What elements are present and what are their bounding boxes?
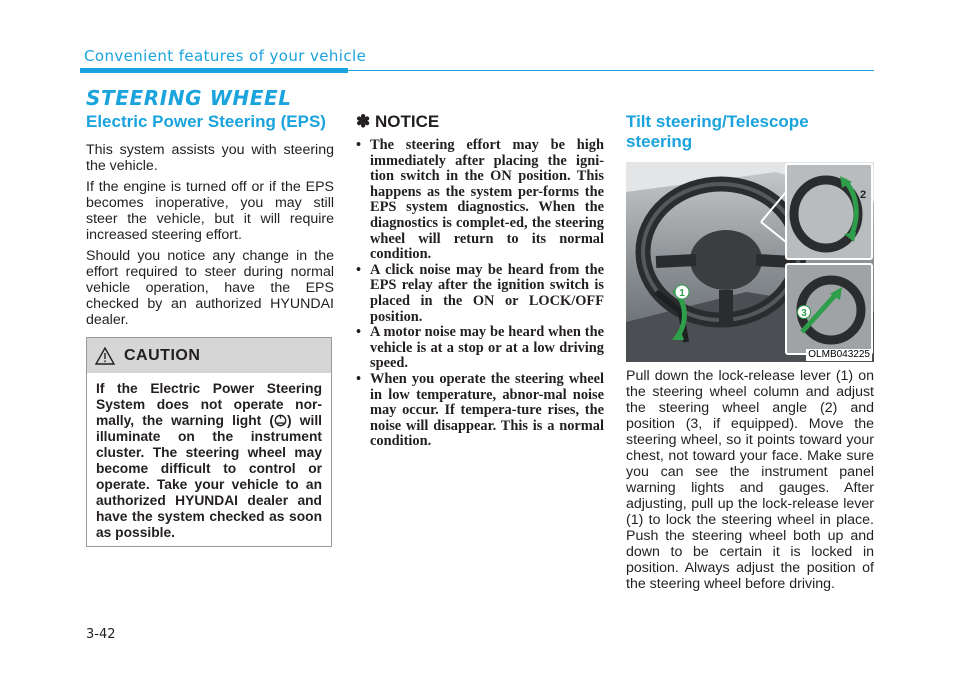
- steering-wheel-illustration: [626, 162, 874, 362]
- notice-column: [356, 112, 604, 450]
- eps-column: [86, 112, 334, 333]
- page-number: 3-42: [86, 627, 116, 642]
- list-item: • A motor noise may be heard when the vehicle is at a stop or at a low driving speed.: [356, 325, 604, 372]
- header-title: Convenient features of your vehicle: [84, 47, 367, 65]
- callout-3: 3: [801, 308, 807, 319]
- header-rule-thin: [348, 70, 874, 71]
- eps-title: Electric Power Steering (EPS): [86, 112, 326, 131]
- caution-header: [87, 338, 331, 373]
- list-item: • The steering effort may be high immediately after placing the igni-tion switch in the ON position. This happens as the system per-forms the EPS system diagnostics. When the diagnostics is complet-ed, the steering wheel will return to its normal condition.: [356, 138, 604, 263]
- caution-text: [87, 373, 331, 541]
- eps-paragraph: Should you notice any change in the effort required to steer during normal vehicle operation, have the EPS checked by an authorized HYUNDAI dealer.: [86, 248, 334, 328]
- notice-list: [356, 138, 604, 450]
- caution-text-after: ) will illuminate on the instrument cluster. The steering wheel may become difficult to control or operate. Take your vehicle to an authorized HYUNDAI dealer and have the system checked as soon as possible.: [96, 413, 322, 540]
- section-title: STEERING WHEEL: [86, 86, 292, 110]
- tilt-title: Tilt steering/Telescope steering: [626, 112, 809, 151]
- eps-paragraph: If the engine is turned off or if the EPS becomes inoperative, you may still steer the vehicle, but it will require increased steering effort.: [86, 179, 334, 243]
- eps-paragraph: This system assists you with steering the vehicle.: [86, 142, 334, 174]
- caution-label: CAUTION: [124, 346, 201, 364]
- list-item: • A click noise may be heard from the EPS relay after the ignition switch is placed in the ON or LOCK/OFF position.: [356, 263, 604, 325]
- header-rule: [80, 68, 348, 73]
- list-item: • When you operate the steering wheel in low temperature, abnor-mal noise may occur. If tempera-ture rises, the noise will disappear. This is a normal condition.: [356, 372, 604, 450]
- tilt-paragraph: Pull down the lock-release lever (1) on the steering wheel column and adjust the steering wheel angle (2) and position (3, if equipped). Move the steering wheel, so it points toward your chest, not toward your face. Make sure you can see the instrument panel warning lights and gauges. After adjusting, pull up the lock-release lever (1) to lock the steering wheel in place. Push the steering wheel both up and down to be certain it is locked in position. Always adjust the position of the steering wheel before driving.: [626, 368, 874, 592]
- caution-box: [86, 337, 332, 547]
- notice-title: ✽ NOTICE: [356, 112, 440, 131]
- steering-wheel-photo: [626, 162, 874, 362]
- callout-2: 2: [860, 189, 867, 201]
- photo-code: OLMB043225: [808, 349, 870, 360]
- callout-1: 1: [679, 288, 685, 299]
- eps-warning-icon: [274, 414, 287, 427]
- tilt-column: [626, 112, 874, 597]
- caution-text-before: If the Electric Power Steering System does not operate nor-mally, the warning light (: [96, 381, 322, 428]
- warning-triangle-icon: [95, 347, 115, 365]
